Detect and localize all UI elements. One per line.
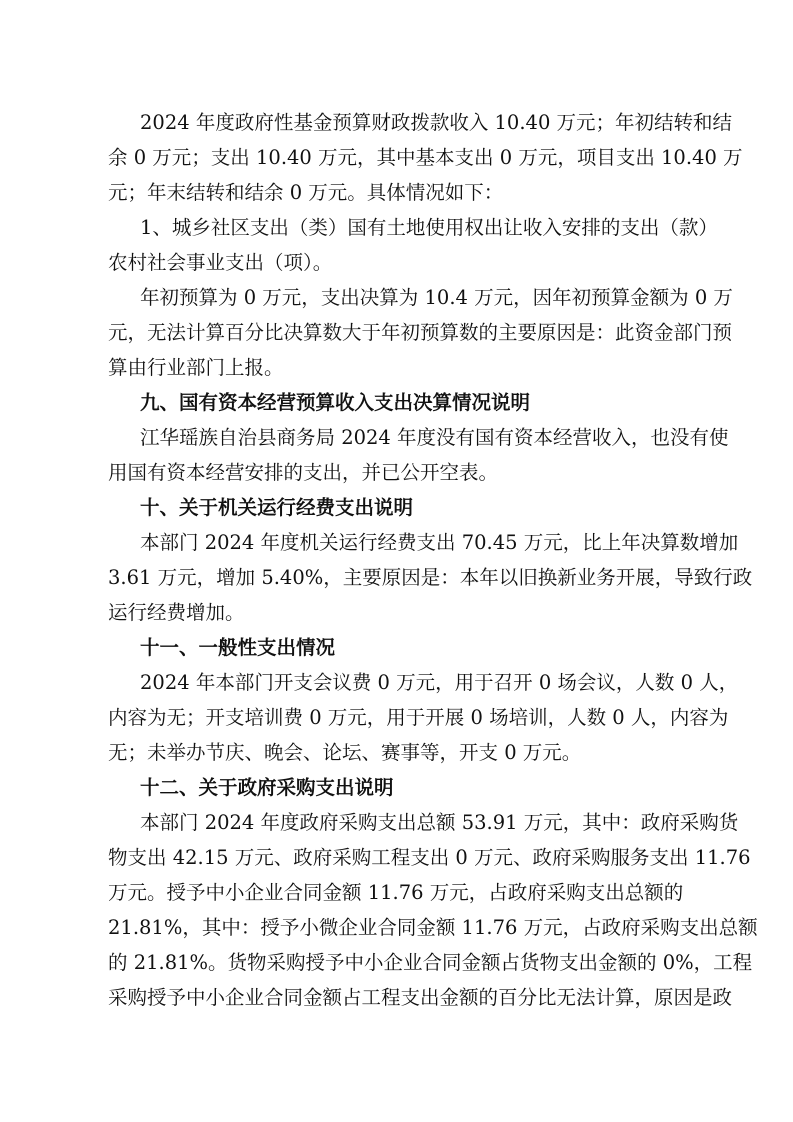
section-heading (108, 385, 682, 420)
text-line: 3.61 万元，增加 5.40%，主要原因是：本年以旧换新业务开展，导致行政 (108, 566, 753, 589)
text-line: 农村社会事业支出（项）。 (108, 251, 333, 274)
section-heading (108, 630, 682, 665)
text-line: 内容为无；开支培训费 0 万元，用于开展 0 场培训，人数 0 人，内容为 (108, 706, 729, 729)
text-line: 十一、一般性支出情况 (140, 636, 336, 659)
text-line: 本部门 2024 年度机关运行经费支出 70.45 万元，比上年决算数增加 (140, 531, 739, 554)
paragraph (108, 420, 729, 490)
text-line: 余 0 万元；支出 10.40 万元，其中基本支出 0 万元，项目支出 10.40 万 (108, 146, 743, 169)
text-line: 九、国有资本经营预算收入支出决算情况说明 (140, 391, 531, 414)
paragraph (108, 525, 753, 630)
text-line: 用国有资本经营安排的支出，并已公开空表。 (108, 461, 499, 484)
document-page (108, 105, 758, 1015)
text-line: 采购授予中小企业合同金额占工程支出金额的百分比无法计算，原因是政 (108, 986, 733, 1009)
text-line: 无；未举办节庆、晚会、论坛、赛事等，开支 0 万元。 (108, 741, 582, 764)
text-line: 2024 年度政府性基金预算财政拨款收入 10.40 万元；年初结转和结 (140, 111, 733, 134)
text-line: 2024 年本部门开支会议费 0 万元，用于召开 0 场会议，人数 0 人， (140, 671, 739, 694)
text-line: 十、关于机关运行经费支出说明 (140, 496, 414, 519)
section-heading (108, 770, 682, 805)
text-line: 运行经费增加。 (108, 601, 245, 624)
text-line: 1、城乡社区支出（类）国有土地使用权出让收入安排的支出（款） (140, 216, 718, 239)
paragraph (108, 210, 718, 280)
paragraph (108, 105, 743, 210)
paragraph (108, 665, 739, 770)
section-heading (108, 490, 682, 525)
text-line: 物支出 42.15 万元、政府采购工程支出 0 万元、政府采购服务支出 11.76 (108, 846, 751, 869)
text-line: 算由行业部门上报。 (108, 356, 284, 379)
text-line: 21.81%，其中：授予小微企业合同金额 11.76 万元，占政府采购支出总额 (108, 916, 758, 939)
text-line: 元；年末结转和结余 0 万元。具体情况如下： (108, 181, 504, 204)
text-line: 十二、关于政府采购支出说明 (140, 776, 394, 799)
paragraph (108, 280, 733, 385)
text-line: 的 21.81%。货物采购授予中小企业合同金额占货物支出金额的 0%，工程 (108, 951, 753, 974)
text-line: 万元。授予中小企业合同金额 11.76 万元，占政府采购支出总额的 (108, 881, 684, 904)
text-line: 本部门 2024 年度政府采购支出总额 53.91 万元，其中：政府采购货 (140, 811, 739, 834)
text-line: 江华瑶族自治县商务局 2024 年度没有国有资本经营收入，也没有使 (140, 426, 729, 449)
text-line: 年初预算为 0 万元，支出决算为 10.4 万元，因年初预算金额为 0 万 (140, 286, 733, 309)
paragraph (108, 805, 758, 1015)
text-line: 元，无法计算百分比决算数大于年初预算数的主要原因是：此资金部门预 (108, 321, 733, 344)
